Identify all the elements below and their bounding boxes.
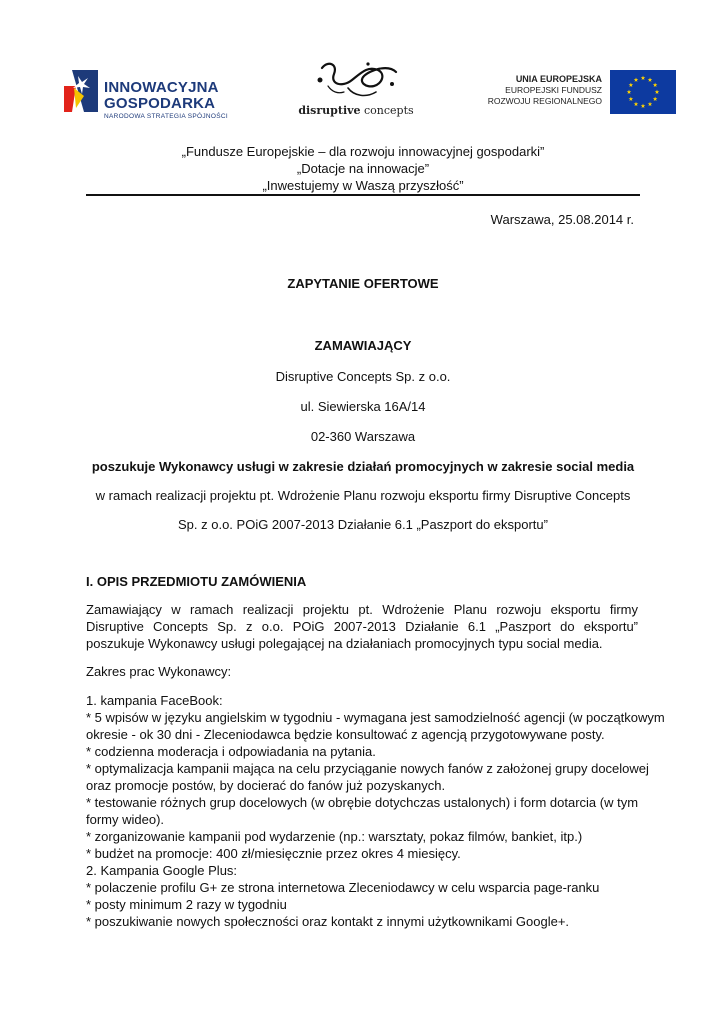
eu-star-icon — [629, 83, 634, 87]
eu-star-icon — [634, 77, 639, 81]
eu-flag-icon — [610, 70, 676, 114]
list-item: * poszukiwanie nowych społeczności oraz kontakt z innymi użytkownikami Google+. — [86, 914, 570, 929]
eu-star-icon — [641, 76, 646, 80]
eu-star-icon — [627, 90, 632, 94]
list-item: * posty minimum 2 razy w tygodniu — [86, 897, 287, 912]
motto-line-1: „Fundusze Europejskie – dla rozwoju innowacyjnej gospodarki” — [181, 144, 545, 159]
eu-logo-line-3: ROZWOJU REGIONALNEGO — [487, 96, 602, 106]
eu-stars-icon — [610, 70, 676, 114]
eu-logo-line-1: UNIA EUROPEJSKA — [515, 74, 602, 84]
eu-logo-text — [488, 74, 602, 107]
list-item: oraz promocje postów, by docierać do fanów już pozyskanych. — [86, 778, 446, 793]
eu-star-icon — [641, 104, 646, 108]
eu-star-icon — [648, 102, 653, 106]
header-divider — [86, 194, 640, 196]
list-item: * testowanie różnych grup docelowych (w obrębie dotychczas ustalonych) i form dotarcia (w tym — [86, 795, 639, 810]
list-item: * 5 wpisów w języku angielskim w tygodniu - wymagana jest samodzielność agencji (w początkowym — [86, 710, 665, 725]
list-item: * polaczenie profilu G+ ze strona internetowa Zleceniodawcy w celu wsparcia page-ranku — [86, 880, 600, 895]
scope-label: Zakres prac Wykonawcy: — [86, 664, 232, 679]
list-item: okresie - ok 30 dni - Zleceniodawca będzie konsultować z agencją przygotowywane posty. — [86, 727, 605, 742]
innowacyjna-gospodarka-logo — [62, 66, 232, 122]
list-item: * codzienna moderacja i odpowiadania na pytania. — [86, 744, 376, 759]
list-item: * optymalizacja kampanii mająca na celu przyciąganie nowych fanów z założonej grupy docelowej — [86, 761, 649, 776]
contracting-heading: ZAMAWIAJĄCY — [314, 338, 412, 353]
eu-star-icon — [629, 97, 634, 101]
eu-star-icon — [653, 83, 658, 87]
innowacyjna-gospodarka-mark-icon — [62, 68, 100, 114]
list-item: * zorganizowanie kampanii pod wydarzenie (np.: warsztaty, pokaz filmów, bankiet, itp.) — [86, 829, 583, 844]
eu-star-icon — [653, 97, 658, 101]
motto-line-2: „Dotacje na innowacje” — [296, 161, 430, 176]
disruptive-concepts-ink-mark-icon — [308, 58, 404, 102]
seeking-line: poszukuje Wykonawcy usługi w zakresie działań promocyjnych w zakresie social media — [91, 459, 635, 474]
list-item: 2. Kampania Google Plus: — [86, 863, 238, 878]
eu-star-icon — [655, 90, 660, 94]
disruptive-concepts-logo — [296, 58, 416, 122]
contracting-street: ul. Siewierska 16A/14 — [300, 399, 426, 414]
section-1-intro: Zamawiający w ramach realizacji projektu pt. Wdrożenie Planu rozwoju eksportu firmy Disruptive Concepts Sp. z o.o. POiG 2007-2013 Działanie 6.1 „Paszport do eksportu” poszukuje Wykonawcy usługi polegającej na działaniach promocyjnych typu social media. — [86, 602, 638, 651]
eu-star-icon — [648, 77, 653, 81]
disruptive-concepts-wordmark — [296, 104, 416, 117]
contracting-company: Disruptive Concepts Sp. z o.o. — [275, 369, 451, 384]
motto-block — [86, 143, 640, 194]
wordmark-rest: concepts — [360, 104, 414, 117]
list-item: 1. kampania FaceBook: — [86, 693, 223, 708]
logo-subtitle: NARODOWA STRATEGIA SPÓJNOŚCI — [104, 113, 228, 120]
scope-list — [86, 692, 665, 930]
section-1-title: I. OPIS PRZEDMIOTU ZAMÓWIENIA — [86, 574, 307, 589]
project-line-1: w ramach realizacji projektu pt. Wdrożenie Planu rozwoju eksportu firmy Disruptive Concepts — [95, 488, 631, 503]
motto-line-3: „Inwestujemy w Waszą przyszłość” — [262, 178, 464, 193]
project-line-2: Sp. z o.o. POiG 2007-2013 Działanie 6.1 „Paszport do eksportu” — [178, 517, 548, 532]
list-item: * budżet na promocje: 400 zł/miesięcznie przez okres 4 miesięcy. — [86, 846, 461, 861]
logo-line-1: INNOWACYJNA — [104, 79, 219, 96]
logo-line-2: GOSPODARKA — [104, 95, 216, 112]
document-title: ZAPYTANIE OFERTOWE — [287, 276, 439, 291]
eu-star-icon — [634, 102, 639, 106]
contracting-city: 02-360 Warszawa — [310, 429, 416, 444]
eu-logo-line-2: EUROPEJSKI FUNDUSZ — [505, 85, 602, 95]
unia-europejska-logo — [482, 64, 676, 120]
list-item: formy wideo). — [86, 812, 165, 827]
document-date: Warszawa, 25.08.2014 r. — [490, 212, 634, 227]
wordmark-bold: disruptive — [298, 104, 361, 117]
